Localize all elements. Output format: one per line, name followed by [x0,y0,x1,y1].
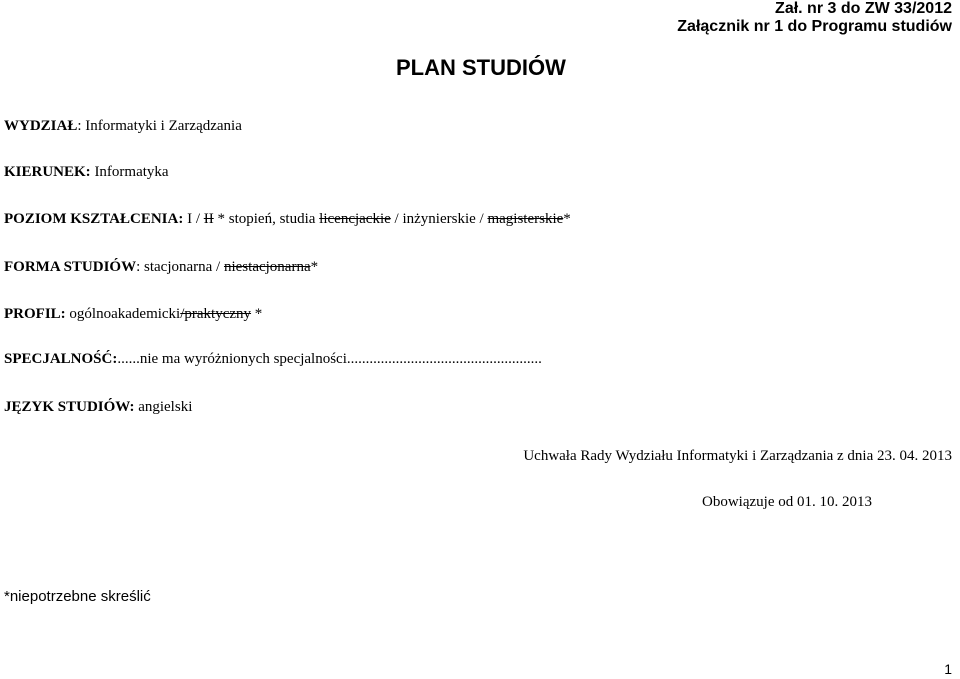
study-form-text: : stacjonarna / [136,259,224,275]
attachment-number: Zał. nr 3 do ZW 33/2012 [775,0,952,17]
specialization-value: ......nie ma wyróżnionych specjalności.................................................... [117,351,542,367]
study-form-struck: niestacjonarna [223,259,311,275]
faculty-label: WYDZIAŁ [4,118,78,134]
language-row [4,399,192,416]
study-form-text: * [310,259,319,275]
study-form-label: FORMA STUDIÓW [4,259,137,275]
education-level-struck-magisterskie: magisterskie [487,211,564,227]
specialization-label: SPECJALNOŚĆ: [4,351,118,367]
profile-text: ogólnoakademicki [65,306,181,322]
education-level-struck-licencjackie: licencjackie [319,211,391,227]
education-level-text: / inżynierskie / [390,211,488,227]
effective-date: Obowiązuje od 01. 10. 2013 [702,494,872,510]
profile-row [4,306,262,323]
field-of-study-value: Informatyka [90,164,169,180]
education-level-text: * [563,211,571,227]
faculty-row [4,118,242,135]
study-form-row [4,259,318,276]
language-label: JĘZYK STUDIÓW: [4,399,135,415]
language-value: angielski [134,399,193,415]
education-level-label: POZIOM KSZTAŁCENIA: [4,211,184,227]
field-of-study-row [4,164,169,181]
education-level-struck-degree: II [203,211,214,227]
page-number: 1 [944,661,952,677]
education-level-text: I / [183,211,204,227]
profile-label: PROFIL: [4,306,66,322]
resolution-text: Uchwała Rady Wydziału Informatyki i Zarządzania z dnia 23. 04. 2013 [523,448,952,464]
education-level-text: * stopień, studia [213,211,320,227]
attachment-description: Załącznik nr 1 do Programu studiów [677,18,952,35]
education-level-row [4,211,571,228]
profile-struck: /praktyczny [180,306,252,322]
footnote: *niepotrzebne skreślić [4,588,151,605]
field-of-study-label: KIERUNEK: [4,164,91,180]
specialization-row [4,351,542,368]
profile-text: * [251,306,263,322]
faculty-value: : Informatyki i Zarządzania [77,118,242,134]
page-title: PLAN STUDIÓW [396,55,566,80]
